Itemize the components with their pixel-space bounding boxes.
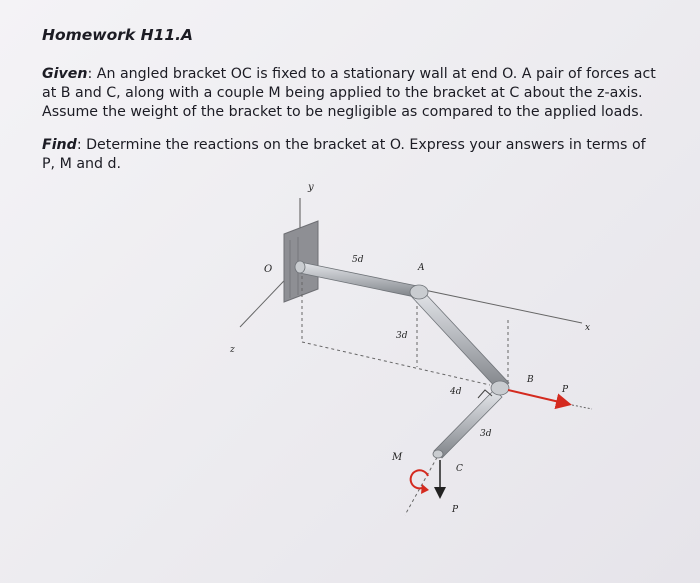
homework-title: Homework H11.A — [42, 26, 194, 44]
label-z: z — [230, 345, 235, 355]
label-m: M — [392, 452, 403, 463]
given-line-2: at B and C, along with a couple M being applied to the bracket at C about the z-axis. — [42, 85, 643, 101]
label-x: x — [585, 323, 591, 333]
dimension-3d-lower: 3d — [480, 429, 492, 439]
find-lead: Find — [42, 137, 77, 153]
label-p-at-b: P — [562, 385, 569, 395]
given-line-3: Assume the weight of the bracket to be negligible as compared to the applied loads. — [42, 104, 644, 120]
find-line-2: P, M and d. — [42, 156, 122, 172]
label-a: A — [418, 263, 425, 273]
force-p-at-b-arrow — [508, 390, 568, 404]
label-b: B — [527, 375, 534, 385]
bracket-end-o — [295, 261, 305, 273]
dimension-5d: 5d — [352, 255, 364, 265]
couple-m-arrowhead — [421, 484, 429, 494]
dimension-4d: 4d — [450, 387, 462, 397]
label-c: C — [456, 464, 463, 474]
given-lead: Given — [42, 66, 88, 82]
label-p-at-c: P — [452, 505, 459, 515]
bracket-joint-a — [410, 285, 428, 299]
bracket-segment-bc — [434, 390, 502, 458]
projection-c-down — [405, 452, 440, 515]
bracket-joint-b — [491, 381, 509, 395]
label-o: O — [264, 264, 273, 275]
force-p-at-b-extension — [572, 405, 592, 409]
label-y: y — [308, 182, 314, 193]
bracket-end-c — [433, 450, 443, 458]
given-line-1: Given: An angled bracket OC is fixed to a stationary wall at end O. A pair of forces act — [42, 66, 656, 82]
find-line-1: Find: Determine the reactions on the bracket at O. Express your answers in terms of — [42, 137, 646, 153]
dimension-3d-vertical: 3d — [396, 331, 408, 341]
